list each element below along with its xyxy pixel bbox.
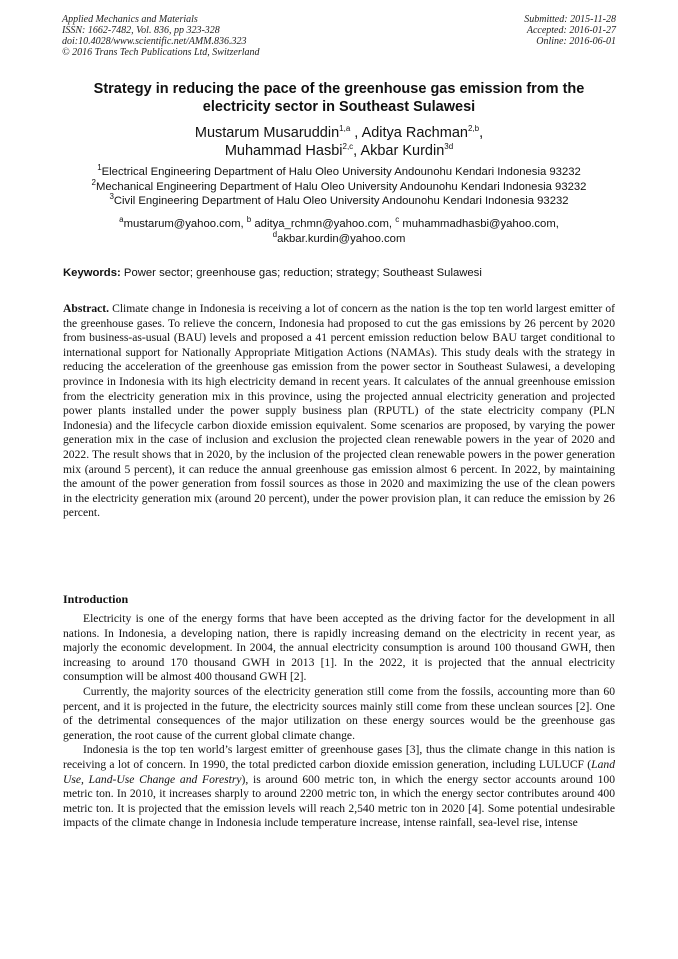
affiliation-line: $^3$Civil Engineering Department of Halu Oleo University Andounohu Kendari Indonesia 93232 (109, 192, 569, 207)
author-name: Muhammad Hasbi (224, 143, 343, 159)
affiliation-line: $^1$Electrical Engineering Department of Halu Oleo University Andounohu Kendari Indonesia 93232 (97, 163, 581, 178)
accepted-date: Accepted: 2016-01-27 (526, 25, 616, 36)
author-sup: 3d (444, 142, 454, 152)
author-list: Mustarum Musaruddin$^{1,a}$ , Aditya Rachman$^{2,b}$, Muhammad Hasbi$^{2,c}$, Akbar Kurdin$^{3d}$ (194, 124, 484, 159)
author-name: Mustarum Musaruddin (194, 125, 340, 141)
abstract-text: Climate change in Indonesia is receiving a lot of concern as the nation is the top ten world largest emitter of the greenhouse gases. To relieve the concern, Indonesia had proposed to cut the gas emissions by 26 percent by 2020 from business-as-usual (BAU) levels and proposed a 41 percent emission reduction below BAU target conditional to international support for Nationally Appropriate Mitigation Actions (NAMAs). This study deals with the strategy in reducing the acceleration of the greenhouse gas emission from the power sector in Southeast Sulawesi, a developing province in Indonesia with its high electricity demand in recent years. It calculates of the annual greenhouse emission from the electricity generation mix in this province, using the projected annual electricity generation and projected power plants installed under the power supply business plan (RPUTL) of the state electricity company (PLN Indonesia) and the lifecycle carbon dioxide emission equivalent. Some scenarios are proposed, by varying the power generation mix in the case of inclusion and exclusion the projected clean renewable powers in the year of 2020 and 2022. The result shows that in 2020, by the inclusion of the projected clean renewable powers in the power generation mix (around 5 percent), it can reduce the annual greenhouse gas emission almost 6 percent. In 2022, by maintaining the amount of the power generation from fossil sources as those in 2020 and maximizing the use of the clean powers in the electricity generation mix (around 20 percent), under the power provision plan, it can reduce the emission by 26 percent. (63, 302, 615, 520)
author-sup: 1,a (339, 124, 351, 134)
author-emails: $^a$mustarum@yahoo.com, $^b$ aditya_rchmn@yahoo.com, $^c$ muhammadhasbi@yahoo.com, $^d$akbar.kurdin@yahoo.com (119, 215, 559, 245)
section-heading: Introduction (63, 592, 129, 606)
journal-header (62, 14, 260, 58)
email-link[interactable]: akbar.kurdin@yahoo.com (277, 233, 406, 245)
keywords (63, 266, 615, 281)
author-name: Aditya Rachman (361, 125, 468, 141)
journal-doi: doi:10.4028/www.scientific.net/AMM.836.323 (62, 36, 247, 47)
affiliations (40, 165, 638, 209)
online-date: Online: 2016-06-01 (536, 36, 616, 47)
journal-issn: ISSN: 1662-7482, Vol. 836, pp 323-328 (62, 25, 220, 36)
author-sup: 2,b (467, 124, 480, 134)
journal-name: Applied Mechanics and Materials (62, 14, 198, 25)
affiliation-line: $^2$Mechanical Engineering Department of Halu Oleo University Andounohu Kendari Indonesia 93232 (91, 177, 587, 193)
abstract (63, 302, 615, 521)
keywords-text: Power sector; greenhouse gas; reduction; strategy; Southeast Sulawesi (123, 267, 482, 279)
paragraph: Electricity is one of the energy forms that have been accepted as the driving factor for the development in all nations. In Indonesia, a developing nation, there is rapidly increasing demand on the electricity in recent year, as majorly the economic development. In 2004, the annual electricity consumption is around 100 thousand GWH, then increasing to around 170 thousand GWH in 2013 [1]. In the 2022, it is projected that the annual electricity consumption will be almost 400 thousand GWH [2]. (63, 612, 615, 684)
submitted-date: Submitted: 2015-11-28 (524, 14, 616, 25)
introduction-section (63, 612, 615, 831)
email-link[interactable]: aditya_rchmn@yahoo.com, (254, 218, 396, 230)
author-name: Akbar Kurdin (360, 143, 445, 159)
paragraph: Indonesia is the top ten world’s largest emitter of greenhouse gases [3], thus the climate change in this nation is receiving a lot of concern. In 1990, the total predicted carbon dioxide emission generation, including LULUCF (Land Use, Land-Use Change and Forestry), is around 600 metric ton, in which the energy sector accounts around 100 metric ton. In 2010, it increases sharply to around 2200 metric ton, in which the energy sector contributes around 400 metric ton. It is projected that the emission levels will reach 2,540 metric ton in 2020 [4]. Some potential undesirable impacts of the climate change in Indonesia include temperature increase, intense rainfall, sea-level rise, intense (63, 743, 615, 830)
author-sup: 2,c (342, 142, 354, 152)
keywords-label: Keywords: (63, 267, 121, 279)
paper-title (40, 80, 638, 116)
title-line-1: Strategy in reducing the pace of the greenhouse gas emission from the (93, 81, 585, 97)
email-link[interactable]: muhammadhasbi@yahoo.com, (402, 218, 559, 230)
title-line-2: electricity sector in Southeast Sulawesi (202, 99, 476, 115)
abstract-label: Abstract. (63, 302, 110, 315)
paragraph: Currently, the majority sources of the electricity generation still come from the fossils, accounting more than 60 percent, and it is projected in the future, the electricity sources mainly still come from these unclean sources [2]. One of the detrimental consequences of the major utilization on these energy sources would be the greenhouse gas generation, the root cause of the current global climate change. (63, 684, 615, 742)
dates-header (524, 14, 616, 47)
journal-copyright: © 2016 Trans Tech Publications Ltd, Switzerland (62, 47, 260, 58)
email-link[interactable]: mustarum@yahoo.com, (123, 218, 247, 230)
